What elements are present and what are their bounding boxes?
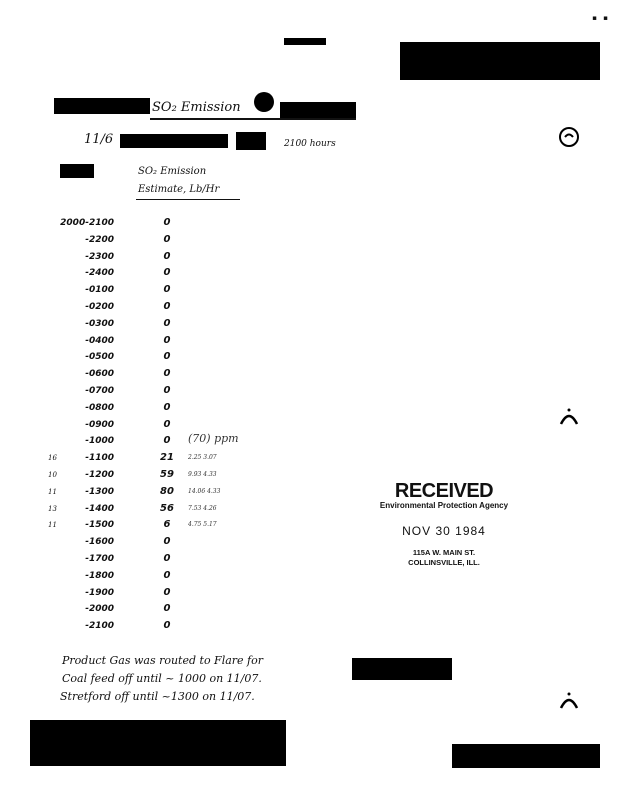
row-time: -1900	[85, 587, 114, 598]
row-time: -1400	[85, 503, 114, 514]
stamp-date: NOV 30 1984	[402, 524, 486, 538]
title-underline	[150, 118, 356, 120]
row-value: 0	[163, 435, 171, 447]
row-value: 0	[163, 368, 171, 380]
row-value: 0	[163, 233, 171, 245]
row-time: -1100	[85, 453, 114, 464]
row-prefix: 11	[48, 487, 57, 496]
footer-note-line2: Coal feed off until ~ 1000 on 11/07.	[62, 672, 262, 685]
column-header-line2: Estimate, Lb/Hr	[138, 184, 220, 195]
received-stamp	[364, 480, 524, 568]
row-time: -0800	[85, 402, 114, 413]
row-value: 80	[160, 485, 174, 497]
row-value: 0	[163, 334, 171, 346]
row-value: 59	[160, 469, 174, 480]
row-value: 0	[163, 536, 171, 548]
punch-hole-icon-top	[558, 126, 580, 152]
row-time: 2000-2100	[60, 218, 114, 228]
row-time: -2100	[85, 621, 114, 632]
row-value: 56	[160, 502, 174, 514]
row-note: 4.75 5.17	[188, 521, 217, 529]
row-note: (70) ppm	[188, 432, 239, 446]
stamp-address-2: COLLINSVILLE, ILL.	[408, 558, 480, 567]
redaction-date-1	[120, 134, 228, 148]
row-prefix: 13	[48, 504, 57, 513]
row-time: -0900	[85, 419, 114, 430]
row-value: 0	[163, 301, 171, 312]
punch-hole-icon-middle	[558, 406, 580, 432]
row-value: 21	[160, 452, 174, 464]
stamp-address-1: 115A W. MAIN ST.	[412, 548, 476, 557]
punch-hole-dot	[254, 92, 274, 112]
row-value: 0	[163, 603, 171, 615]
row-value: 0	[163, 401, 171, 413]
row-time: -1700	[85, 554, 114, 564]
row-time: -1300	[85, 486, 114, 497]
stamp-agency: Environmental Protection Agency	[379, 501, 509, 510]
row-time: -2000	[85, 604, 114, 615]
redaction-date-2	[236, 132, 266, 150]
redaction-title-right	[280, 102, 356, 118]
footer-note-line1: Product Gas was routed to Flare for	[62, 654, 263, 667]
row-prefix: 10	[48, 471, 57, 479]
column-header-underline	[136, 199, 240, 200]
row-time: -2300	[85, 251, 114, 262]
header-time: 2100 hours	[284, 139, 336, 149]
row-note: 7.53 4.26	[188, 504, 217, 512]
row-note: 9.93 4.33	[188, 471, 217, 478]
redaction-top-strip	[284, 38, 326, 45]
row-value: 0	[163, 569, 171, 581]
row-value: 0	[163, 284, 171, 296]
redaction-title-left	[54, 98, 150, 114]
row-time: -1000	[85, 436, 114, 447]
row-time: -0200	[85, 302, 114, 312]
row-time: -0400	[85, 335, 114, 346]
redaction-column-left	[60, 164, 94, 178]
row-time: -1500	[85, 520, 114, 531]
row-value: 0	[163, 317, 171, 329]
footer-note-line3: Stretford off until ~1300 on 11/07.	[60, 690, 255, 703]
row-time: -0700	[85, 386, 114, 396]
row-prefix: 11	[48, 521, 57, 530]
row-value: 0	[163, 351, 171, 363]
row-value: 0	[163, 250, 171, 262]
row-time: -0300	[85, 318, 114, 329]
punch-hole-icon-bottom	[558, 690, 580, 716]
row-value: 6	[163, 519, 171, 531]
column-header-line1: SO₂ Emission	[138, 166, 207, 177]
stamp-received: RECEIVED	[394, 480, 494, 502]
row-time: -1800	[85, 570, 114, 581]
row-time: -0600	[85, 369, 114, 380]
row-value: 0	[163, 586, 171, 598]
row-value: 0	[163, 553, 171, 564]
redaction-footer-right	[352, 658, 452, 680]
document-page	[34, 38, 600, 766]
redaction-bottom-left	[30, 720, 286, 766]
corner-mark: ▪ ▪	[592, 14, 610, 22]
row-time: -2400	[85, 268, 114, 279]
redaction-bottom-right	[452, 744, 600, 768]
row-value: 0	[163, 385, 171, 396]
row-value: 0	[163, 418, 171, 430]
row-time: -0100	[85, 285, 114, 296]
row-time: -0500	[85, 352, 114, 363]
row-value: 0	[163, 267, 171, 279]
row-time: -2200	[85, 234, 114, 245]
row-value: 0	[163, 217, 171, 228]
row-value: 0	[163, 620, 171, 632]
redaction-top-right	[400, 42, 600, 80]
row-note: 2.25 3.07	[188, 454, 217, 462]
row-prefix: 16	[48, 454, 57, 463]
header-date: 11/6	[84, 132, 114, 147]
row-time: -1200	[85, 470, 114, 480]
row-time: -1600	[85, 537, 114, 548]
document-title: SO₂ Emission	[152, 100, 241, 115]
row-note: 14.06 4.33	[188, 487, 221, 495]
